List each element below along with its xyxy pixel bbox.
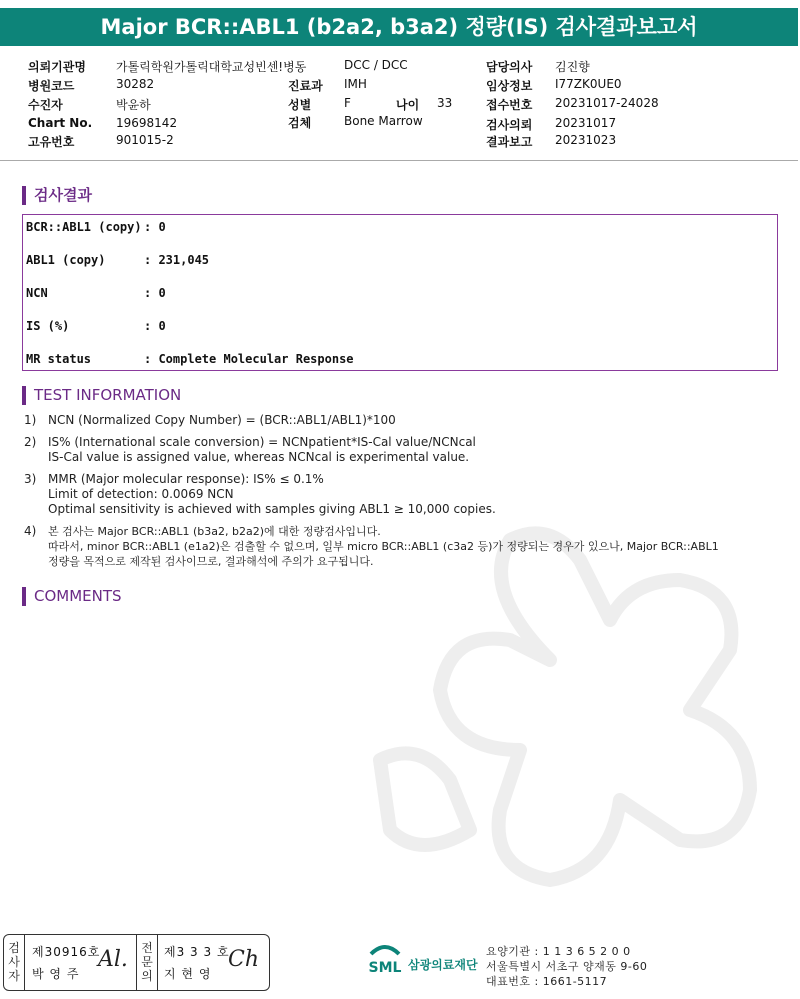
specialist-id: 제3 3 3 호 [164, 945, 230, 959]
item-line: 따라서, minor BCR::ABL1 (e1a2)은 검출할 수 없으며, 일부 micro BCR::ABL1 (c3a2 등)가 정량되는 경우가 있으나, Major BCR::ABL1 [48, 540, 719, 553]
hospital-code-value: 30282 [116, 77, 155, 91]
item-line: 정량을 목적으로 제작된 검사이므로, 결과해석에 주의가 요구됩니다. [48, 555, 374, 568]
patient-label: 수진자 [28, 98, 63, 112]
sml-logo-mark [365, 942, 405, 978]
results-heading: 검사결과 [22, 186, 92, 205]
patient-value: 박윤하 [116, 98, 151, 112]
report-date-label: 결과보고 [486, 135, 533, 149]
examiner-signature: Al. [98, 947, 128, 972]
report-title: Major BCR::ABL1 (b2a2, b3a2) 정량(IS) 검사결과보고서 [0, 8, 798, 46]
result-row-ncn [26, 286, 166, 300]
receipt-label: 접수번호 [486, 98, 533, 112]
result-label: MR status [26, 352, 92, 366]
org-address: 서울특별시 서초구 양재동 9-60 [486, 960, 648, 973]
result-label: NCN [26, 286, 48, 300]
sml-logo [365, 942, 405, 982]
item-line: Optimal sensitivity is achieved with samples giving ABL1 ≥ 10,000 copies. [48, 502, 496, 516]
examiner-name: 박 영 주 [32, 967, 80, 981]
org-phone: 대표번호 : 1661-5117 [486, 975, 608, 988]
item-number: 1) [24, 413, 37, 427]
results-box [22, 214, 778, 371]
result-label: IS (%) [26, 319, 70, 333]
item-number: 3) [24, 472, 37, 486]
result-row-bcr-abl1 [26, 220, 166, 234]
item-line: NCN (Normalized Copy Number) = (BCR::ABL1/ABL1)*100 [48, 413, 396, 427]
chart-no-value: 19698142 [116, 116, 178, 130]
doctor-value: 김진향 [555, 60, 590, 74]
examiner-label-text: 검사자 [8, 941, 20, 983]
institution-value: 가톨릭학원가톨릭대학교성빈센!병동 [116, 60, 307, 74]
receipt-value: 20231017-24028 [555, 96, 659, 110]
item-number: 4) [24, 524, 37, 538]
ward-value: DCC / DCC [344, 58, 408, 72]
specialist-name: 지 현 영 [164, 967, 212, 981]
item-line: IS-Cal value is assigned value, whereas NCNcal is experimental value. [48, 450, 470, 464]
age-value: 33 [437, 96, 453, 110]
uid-value: 901015-2 [116, 133, 174, 147]
test-info-item-1 [24, 413, 396, 427]
result-label: BCR::ABL1 (copy) [26, 220, 142, 234]
org-name: 삼광의료재단 [408, 958, 478, 972]
header-divider [0, 160, 798, 161]
item-number: 2) [24, 435, 37, 449]
hospital-code-label: 병원코드 [28, 79, 75, 93]
result-value: : 0 [144, 220, 166, 234]
doctor-label: 담당의사 [486, 60, 533, 74]
uid-label: 고유번호 [28, 135, 75, 149]
examiner-label [4, 935, 25, 990]
specialist-label-text: 전문의 [141, 941, 153, 983]
request-date-label: 검사의뢰 [486, 118, 533, 132]
result-label: ABL1 (copy) [26, 253, 106, 267]
report-date-value: 20231023 [555, 133, 617, 147]
request-date-value: 20231017 [555, 116, 617, 130]
care-code: 요양기관 : 1 1 3 6 5 2 0 0 [486, 945, 631, 958]
institution-label: 의뢰기관명 [28, 60, 86, 74]
test-info-item-4 [24, 524, 719, 568]
age-label: 나이 [396, 98, 420, 112]
result-value: : 231,045 [144, 253, 210, 267]
item-line: 본 검사는 Major BCR::ABL1 (b3a2, b2a2)에 대한 정량검사입니다. [48, 525, 381, 538]
logo-text: SML [368, 960, 402, 976]
dept-label: 진료과 [288, 79, 323, 93]
item-line: Limit of detection: 0.0069 NCN [48, 487, 234, 501]
clinical-value: I77ZK0UE0 [555, 77, 622, 91]
result-row-is [26, 319, 166, 333]
signature-box [3, 934, 270, 991]
result-row-mr-status [26, 352, 354, 366]
item-line: IS% (International scale conversion) = NCNpatient*IS-Cal value/NCNcal [48, 435, 476, 449]
specimen-value: Bone Marrow [344, 114, 423, 128]
test-info-heading: TEST INFORMATION [22, 386, 181, 405]
result-row-abl1 [26, 253, 209, 267]
item-line: MMR (Major molecular response): IS% ≤ 0.1% [48, 472, 324, 486]
sex-value: F [344, 96, 351, 110]
specialist-signature: Ch [228, 947, 260, 972]
specimen-label: 검체 [288, 116, 312, 130]
comments-heading: COMMENTS [22, 587, 122, 606]
result-value: : 0 [144, 319, 166, 333]
dept-value: IMH [344, 77, 367, 91]
chart-no-label: Chart No. [28, 116, 93, 130]
test-info-item-2 [24, 435, 476, 464]
clinical-label: 임상정보 [486, 79, 533, 93]
specialist-label [136, 935, 158, 990]
examiner-id: 제30916호 [32, 945, 101, 959]
result-value: : Complete Molecular Response [144, 352, 354, 366]
result-value: : 0 [144, 286, 166, 300]
sex-label: 성별 [288, 98, 312, 112]
test-info-item-3 [24, 472, 496, 516]
